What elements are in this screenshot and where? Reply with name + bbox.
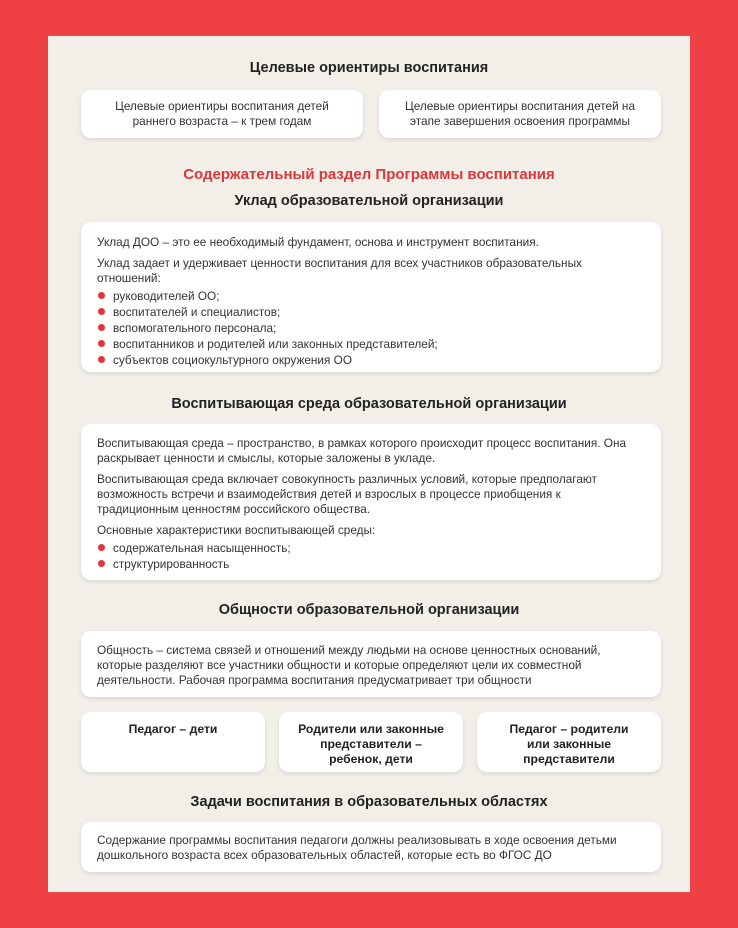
bullet-icon: [98, 292, 105, 299]
bullet-icon: [98, 308, 105, 315]
community-card-label: Родители или законные представители – ребенок, дети: [298, 722, 444, 766]
community-card-parents-children: [279, 712, 463, 772]
uklad-card: [81, 222, 661, 372]
community-card-label: Педагог – родители или законные представители: [509, 722, 629, 766]
targets-card-completion: [379, 90, 661, 138]
bullet-icon: [98, 544, 105, 551]
bullet-icon: [98, 356, 105, 363]
uklad-list: [97, 288, 645, 368]
community-card-teacher-parents: [477, 712, 661, 772]
sreda-paragraph-1: Воспитывающая среда – пространство, в рамках которого происходит процесс воспитания. Она раскрывает ценности и смыслы, которые заложены в укладе.: [97, 436, 627, 465]
list-item: вспомогательного персонала;: [97, 320, 645, 336]
bullet-icon: [98, 324, 105, 331]
community-card-teacher-children: [81, 712, 265, 772]
targets-card-early-text: Целевые ориентиры воспитания детей раннего возраста – к трем годам: [115, 99, 329, 128]
sreda-paragraph-2: Воспитывающая среда включает совокупность различных условий, которые предполагают возможность встречи и взаимодействия детей и взрослых в процессе приобщения к традиционным ценностям российского общества.: [97, 472, 597, 516]
sreda-paragraph-3: Основные характеристики воспитывающей среды:: [97, 523, 376, 537]
zadachi-paragraph: Содержание программы воспитания педагоги должны реализовывать в ходе освоения детьми дошкольного возраста всех образовательных областей, которые есть во ФГОС ДО: [97, 833, 617, 862]
zadachi-card: [81, 822, 661, 872]
targets-card-early: [81, 90, 363, 138]
content-panel: [48, 36, 690, 892]
content-section-heading: Содержательный раздел Программы воспитания: [183, 166, 555, 183]
sreda-list: [97, 540, 645, 572]
obshchnosti-card: [81, 631, 661, 697]
sreda-heading: Воспитывающая среда образовательной организации: [171, 396, 567, 412]
obshchnosti-heading: Общности образовательной организации: [218, 602, 520, 618]
list-item: содержательная насыщенность;: [97, 540, 645, 556]
list-item: структурированность: [97, 556, 645, 572]
community-card-label: Педагог – дети: [128, 722, 218, 736]
uklad-paragraph-2: Уклад задает и удерживает ценности воспитания для всех участников образовательных отношений:: [97, 256, 582, 285]
targets-card-completion-text: Целевые ориентиры воспитания детей на этапе завершения освоения программы: [404, 99, 636, 128]
bullet-icon: [98, 340, 105, 347]
list-item: воспитателей и специалистов;: [97, 304, 645, 320]
uklad-heading: Уклад образовательной организации: [234, 193, 504, 209]
targets-heading: Целевые ориентиры воспитания: [249, 60, 489, 76]
list-item: субъектов социокультурного окружения ОО: [97, 352, 645, 368]
uklad-paragraph-1: Уклад ДОО – это ее необходимый фундамент, основа и инструмент воспитания.: [97, 235, 539, 249]
zadachi-heading: Задачи воспитания в образовательных областях: [190, 794, 548, 810]
obshchnosti-paragraph: Общность – система связей и отношений между людьми на основе ценностных оснований, которые разделяют все участники общности и которые определяют цели их совместной деятельности. Рабочая программа воспитания предусматривает три общности: [97, 643, 601, 687]
list-item: руководителей ОО;: [97, 288, 645, 304]
list-item: воспитанников и родителей или законных представителей;: [97, 336, 645, 352]
bullet-icon: [98, 560, 105, 567]
sreda-card: [81, 424, 661, 580]
